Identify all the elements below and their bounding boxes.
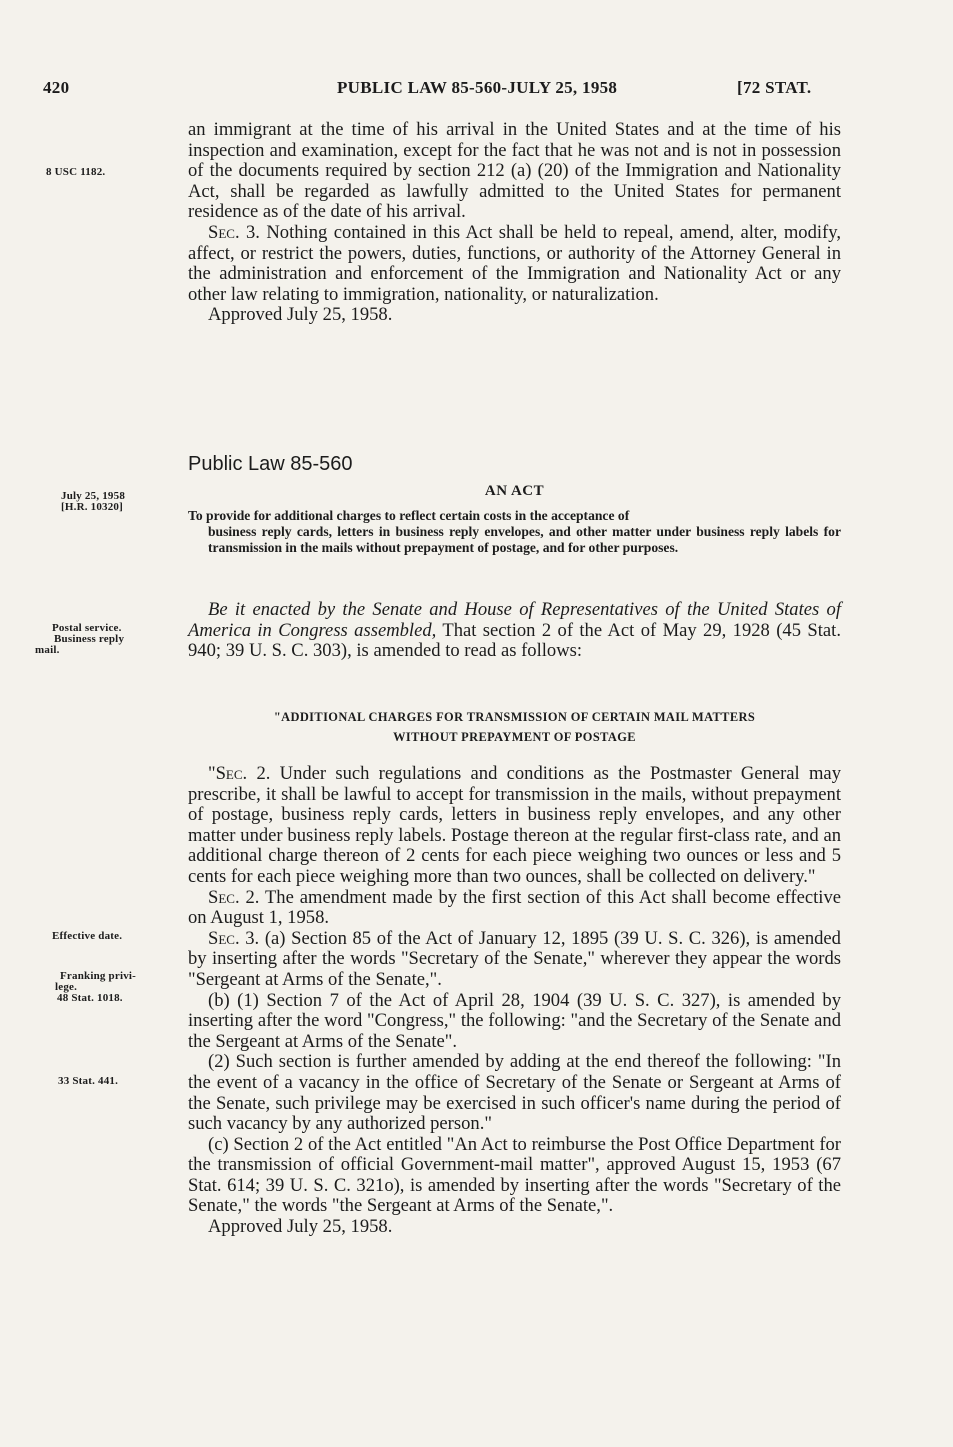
margin-note-date: July 25, 1958: [61, 490, 126, 502]
continuation-text: [188, 120, 841, 326]
enacting-clause: [188, 600, 841, 662]
approval-line: Approved July 25, 1958.: [208, 304, 393, 326]
volume-reference: [72 STAT.: [737, 78, 812, 97]
margin-note-usc: 8 USC 1182.: [46, 166, 106, 178]
final-approval-line: Approved July 25, 1958.: [208, 1216, 393, 1238]
enacting-text: That section 2 of the Act of May 29, 1928 (45 Stat. 940; 39 U. S. C. 303), is amended to read as follows:: [188, 619, 841, 662]
heading-line-1: "ADDITIONAL CHARGES FOR TRANSMISSION OF CERTAIN MAIL MATTERS: [273, 710, 756, 724]
section-text: Nothing contained in this Act shall be held to repeal, amend, alter, modify, affect, or restrict the powers, duties, functions, or authority of the Attorney General in the administration and enforcement of the Immigration and Nationality Act or any other law relating to immigration, nationality, or naturalization.: [188, 221, 841, 305]
margin-note-effective-date: Effective date.: [52, 930, 123, 942]
section-3-paragraph: [188, 223, 841, 305]
subsection-b1: (b) (1) Section 7 of the Act of April 28, 1904 (39 U. S. C. 327), is amended by inserting after the word "Congress," the following: "and the Secretary of the Senate and the Sergeant at Arms of the Senate".: [188, 989, 841, 1052]
margin-note-33-stat: 33 Stat. 441.: [58, 1075, 119, 1087]
quoted-section-label: Sec. 2.: [215, 763, 271, 784]
public-law-title: Public Law 85-560: [188, 453, 353, 475]
margin-note-postal-service: Postal service.: [52, 622, 122, 634]
margin-note-lege: lege.: [55, 981, 78, 993]
paragraph-immigrant: an immigrant at the time of his arrival in the United States and at the time of his inspection and examination, except for the fact that he was not and is not in possession of the documents required by section 212 (a) (20) of the Immigration and Nationality Act, shall be regarded as lawfully admitted to the United States for permanent residence as of the date of his arrival.: [188, 119, 841, 223]
quoted-section-2: [188, 764, 841, 888]
margin-note-48-stat: 48 Stat. 1018.: [57, 992, 123, 1004]
running-title: PUBLIC LAW 85-560-JULY 25, 1958: [337, 78, 618, 97]
purpose-first-line: To provide for additional charges to reflect certain costs in the acceptance of: [188, 508, 630, 523]
an-act-heading: AN ACT: [484, 483, 545, 499]
section-3-text: (a) Section 85 of the Act of January 12, 1895 (39 U. S. C. 326), is amended by inserting after the words "Secretary of the Senate," wherever they appear the words "Sergeant at Arms of the Senate,".: [188, 927, 841, 990]
enacting-formula: Be it enacted by the Senate and House of Representatives of the United States of America in Congress assembled,: [188, 599, 841, 641]
section-2-text: The amendment made by the first section of this Act shall become effective on August 1, 1958.: [188, 886, 841, 929]
page-number: 420: [43, 78, 70, 97]
subsection-c: (c) Section 2 of the Act entitled "An Act to reimburse the Post Office Department for the transmission of official Government-mail matter", approved August 15, 1953 (67 Stat. 614; 39 U. S. C. 321o), is amended by inserting after the words "Secretary of the Senate," the words "the Sergeant at Arms of the Senate,".: [188, 1133, 841, 1217]
section-heading: [188, 707, 841, 747]
section-3-paragraph: [188, 929, 841, 991]
act-body: [188, 764, 841, 1238]
margin-note-franking: Franking privi-: [60, 970, 137, 982]
section-3-label: Sec. 3.: [208, 927, 260, 949]
margin-note-mail: mail.: [35, 644, 60, 656]
quoted-section-text: Under such regulations and conditions as the Postmaster General may prescribe, it shall be lawful to accept for transmission in the mails, without prepayment of postage, business reply cards, letters in business reply envelopes, and any other matter under business reply labels. Postage thereon at the regular first-class rate, and an additional charge thereon of 2 cents for each piece weighing two ounces or less and 5 cents for each piece weighing more than two ounces, shall be collected on delivery.": [188, 763, 841, 887]
margin-note-business-reply: Business reply: [54, 633, 125, 645]
section-2-label: Sec. 2.: [208, 886, 260, 908]
section-2-paragraph: [188, 888, 841, 929]
open-quote: ": [208, 763, 216, 784]
purpose-continuation: business reply cards, letters in business reply envelopes, and other matter under business reply labels for transmission in the mails without prepayment of postage, and for other purposes.: [208, 524, 841, 555]
heading-line-2: WITHOUT PREPAYMENT OF POSTAGE: [393, 730, 636, 744]
enacting-paragraph: [188, 600, 841, 662]
margin-note-bill: [H.R. 10320]: [61, 501, 123, 513]
act-purpose: [188, 508, 841, 556]
subsection-b2: (2) Such section is further amended by adding at the end thereof the following: "In the event of a vacancy in the office of Secretary of the Senate or Sergeant at Arms of the Senate, such privilege may be exercised in such officer's name during the period of such vacancy by any authorized person.": [188, 1051, 841, 1135]
section-label: Sec. 3.: [208, 221, 260, 243]
